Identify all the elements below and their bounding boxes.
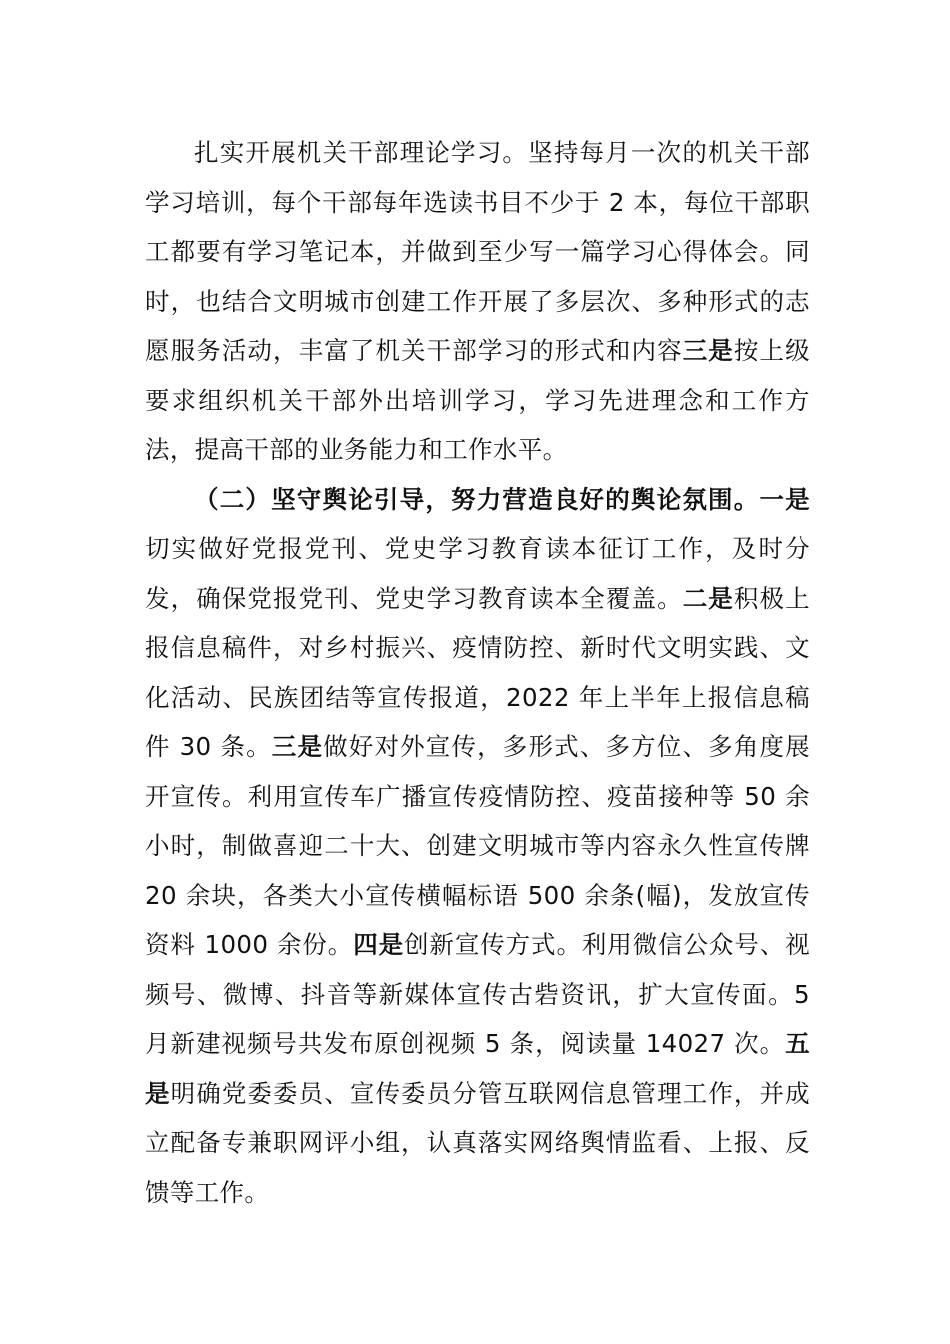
item-label-four: 四是 [353,930,405,959]
item-label-three: 三是 [271,732,324,761]
paragraph-text: 按上级要求组织机关干部外出培训学习，学习先进理念和工作方法，提高干部的业务能力和工作水平。 [145,336,810,464]
item-label-two: 二是 [682,583,734,613]
paragraph-public-opinion [145,475,810,1218]
item-text-two: 积极上报信息稿件，对乡村振兴、疫情防控、新时代文明实践、文化活动、民族团结等宣传报道，2022 年上半年上报信息稿件 30 条。 [145,583,810,761]
item-label-one: 一是 [759,484,811,514]
paragraph-text: 扎实开展机关干部理论学习。坚持每月一次的机关干部学习培训，每个干部每年选读书目不少于 2 本，每位干部职工都要有学习笔记本，并做到至少写一篇学习心得体会。同时，也结合文明城市创建工作开展了多层次、多种形式的志愿服务活动，丰富了机关干部学习的形式和内容 [145,138,810,365]
section-heading: （二）坚守舆论引导，努力营造良好的舆论氛围。 [194,484,760,514]
item-text-three: 做好对外宣传，多形式、多方位、多角度展开宣传。利用宣传车广播宣传疫情防控、疫苗接种等 50 余小时，制做喜迎二十大、创建文明城市等内容永久性宣传牌 20 余块，各类大小宣传横幅标语 500 余条(幅)，发放宣传资料 1000 余份。 [145,732,811,959]
item-label-five: 五是 [145,1029,810,1108]
item-text-one: 切实做好党报党刊、党史学习教育读本征订工作，及时分发，确保党报党刊、党史学习教育读本全覆盖。 [145,534,810,613]
document-body [145,128,810,1217]
item-text-five: 明确党委委员、宣传委员分管互联网信息管理工作，并成立配备专兼职网评小组，认真落实网络舆情监看、上报、反馈等工作。 [145,1078,810,1207]
item-text-four: 创新宣传方式。利用微信公众号、视频号、微博、抖音等新媒体宣传古砦资讯，扩大宣传面。5 月新建视频号共发布原创视频 5 条，阅读量 14027 次。 [145,930,810,1058]
paragraph-theory-study [145,128,810,475]
item-label-three: 三是 [682,336,734,365]
